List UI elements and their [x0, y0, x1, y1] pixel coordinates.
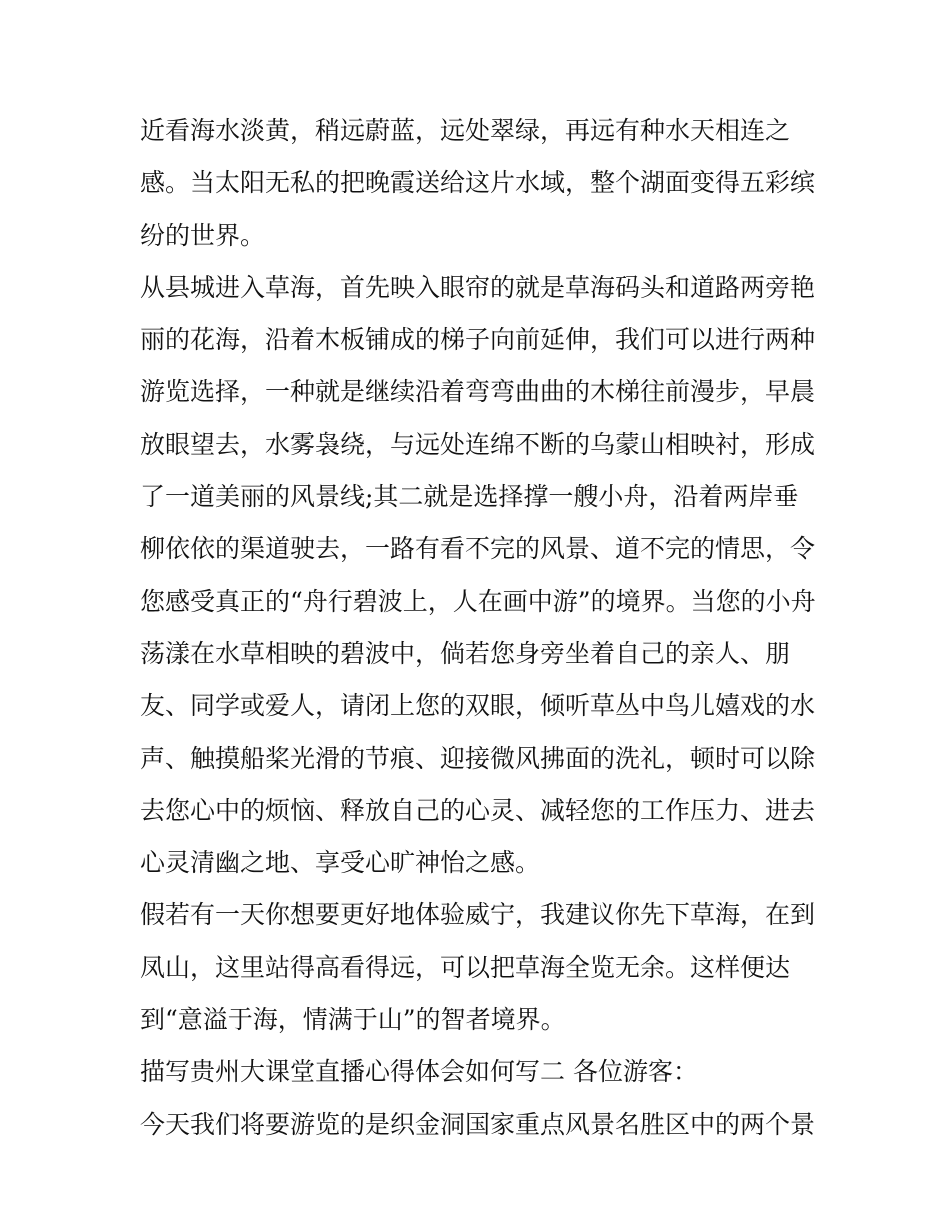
- text-line: 放眼望去，水雾袅绕，与远处连绵不断的乌蒙山相映衬，形成: [140, 429, 816, 459]
- text-line: 去您心中的烦恼、释放自己的心灵、减轻您的工作压力、进去: [140, 795, 816, 825]
- text-line: 近看海水淡黄，稍远蔚蓝，远处翠绿，再远有种水天相连之: [140, 116, 791, 145]
- text-line: 假若有一天你想要更好地体验威宁，我建议你先下草海，在到: [140, 900, 816, 930]
- text-line: 从县城进入草海，首先映入眼帘的就是草海码头和道路两旁艳: [140, 272, 816, 302]
- text-line: 荡漾在水草相映的碧波中，倘若您身旁坐着自己的亲人、朋: [140, 638, 791, 668]
- text-line: 心灵清幽之地、享受心旷神怡之感。: [140, 848, 541, 878]
- text-line: 友、同学或爱人，请闭上您的双眼，倾听草丛中鸟儿嬉戏的水: [140, 691, 816, 721]
- text-line: 柳依依的渠道驶去，一路有看不完的风景、道不完的情思，令: [140, 534, 816, 564]
- text-line: 丽的花海，沿着木板铺成的梯子向前延伸，我们可以进行两种: [140, 325, 816, 355]
- text-line: 了一道美丽的风景线;其二就是选择撑一艘小舟，沿着两岸垂: [140, 482, 799, 512]
- text-line: 感。当太阳无私的把晚霞送给这片水域，整个湖面变得五彩缤: [140, 168, 816, 198]
- text-line: 游览选择，一种就是继续沿着弯弯曲曲的木梯往前漫步，早晨: [140, 377, 816, 407]
- text-line: 您感受真正的“舟行碧波上，人在画中游”的境界。当您的小舟: [140, 586, 816, 616]
- text-line: 声、触摸船桨光滑的节痕、迎接微风拂面的洗礼，顿时可以除: [140, 743, 816, 773]
- document-body: [140, 105, 820, 1151]
- text-line: 凤山，这里站得高看得远，可以把草海全览无余。这样便达: [140, 952, 791, 982]
- text-line: 今天我们将要游览的是织金洞国家重点风景名胜区中的两个景: [140, 1109, 816, 1139]
- text-line: 纷的世界。: [140, 220, 266, 250]
- text-line: 到“意溢于海，情满于山”的智者境界。: [140, 1005, 566, 1035]
- text-line: 描写贵州大课堂直播心得体会如何写二 各位游客：: [140, 1057, 698, 1087]
